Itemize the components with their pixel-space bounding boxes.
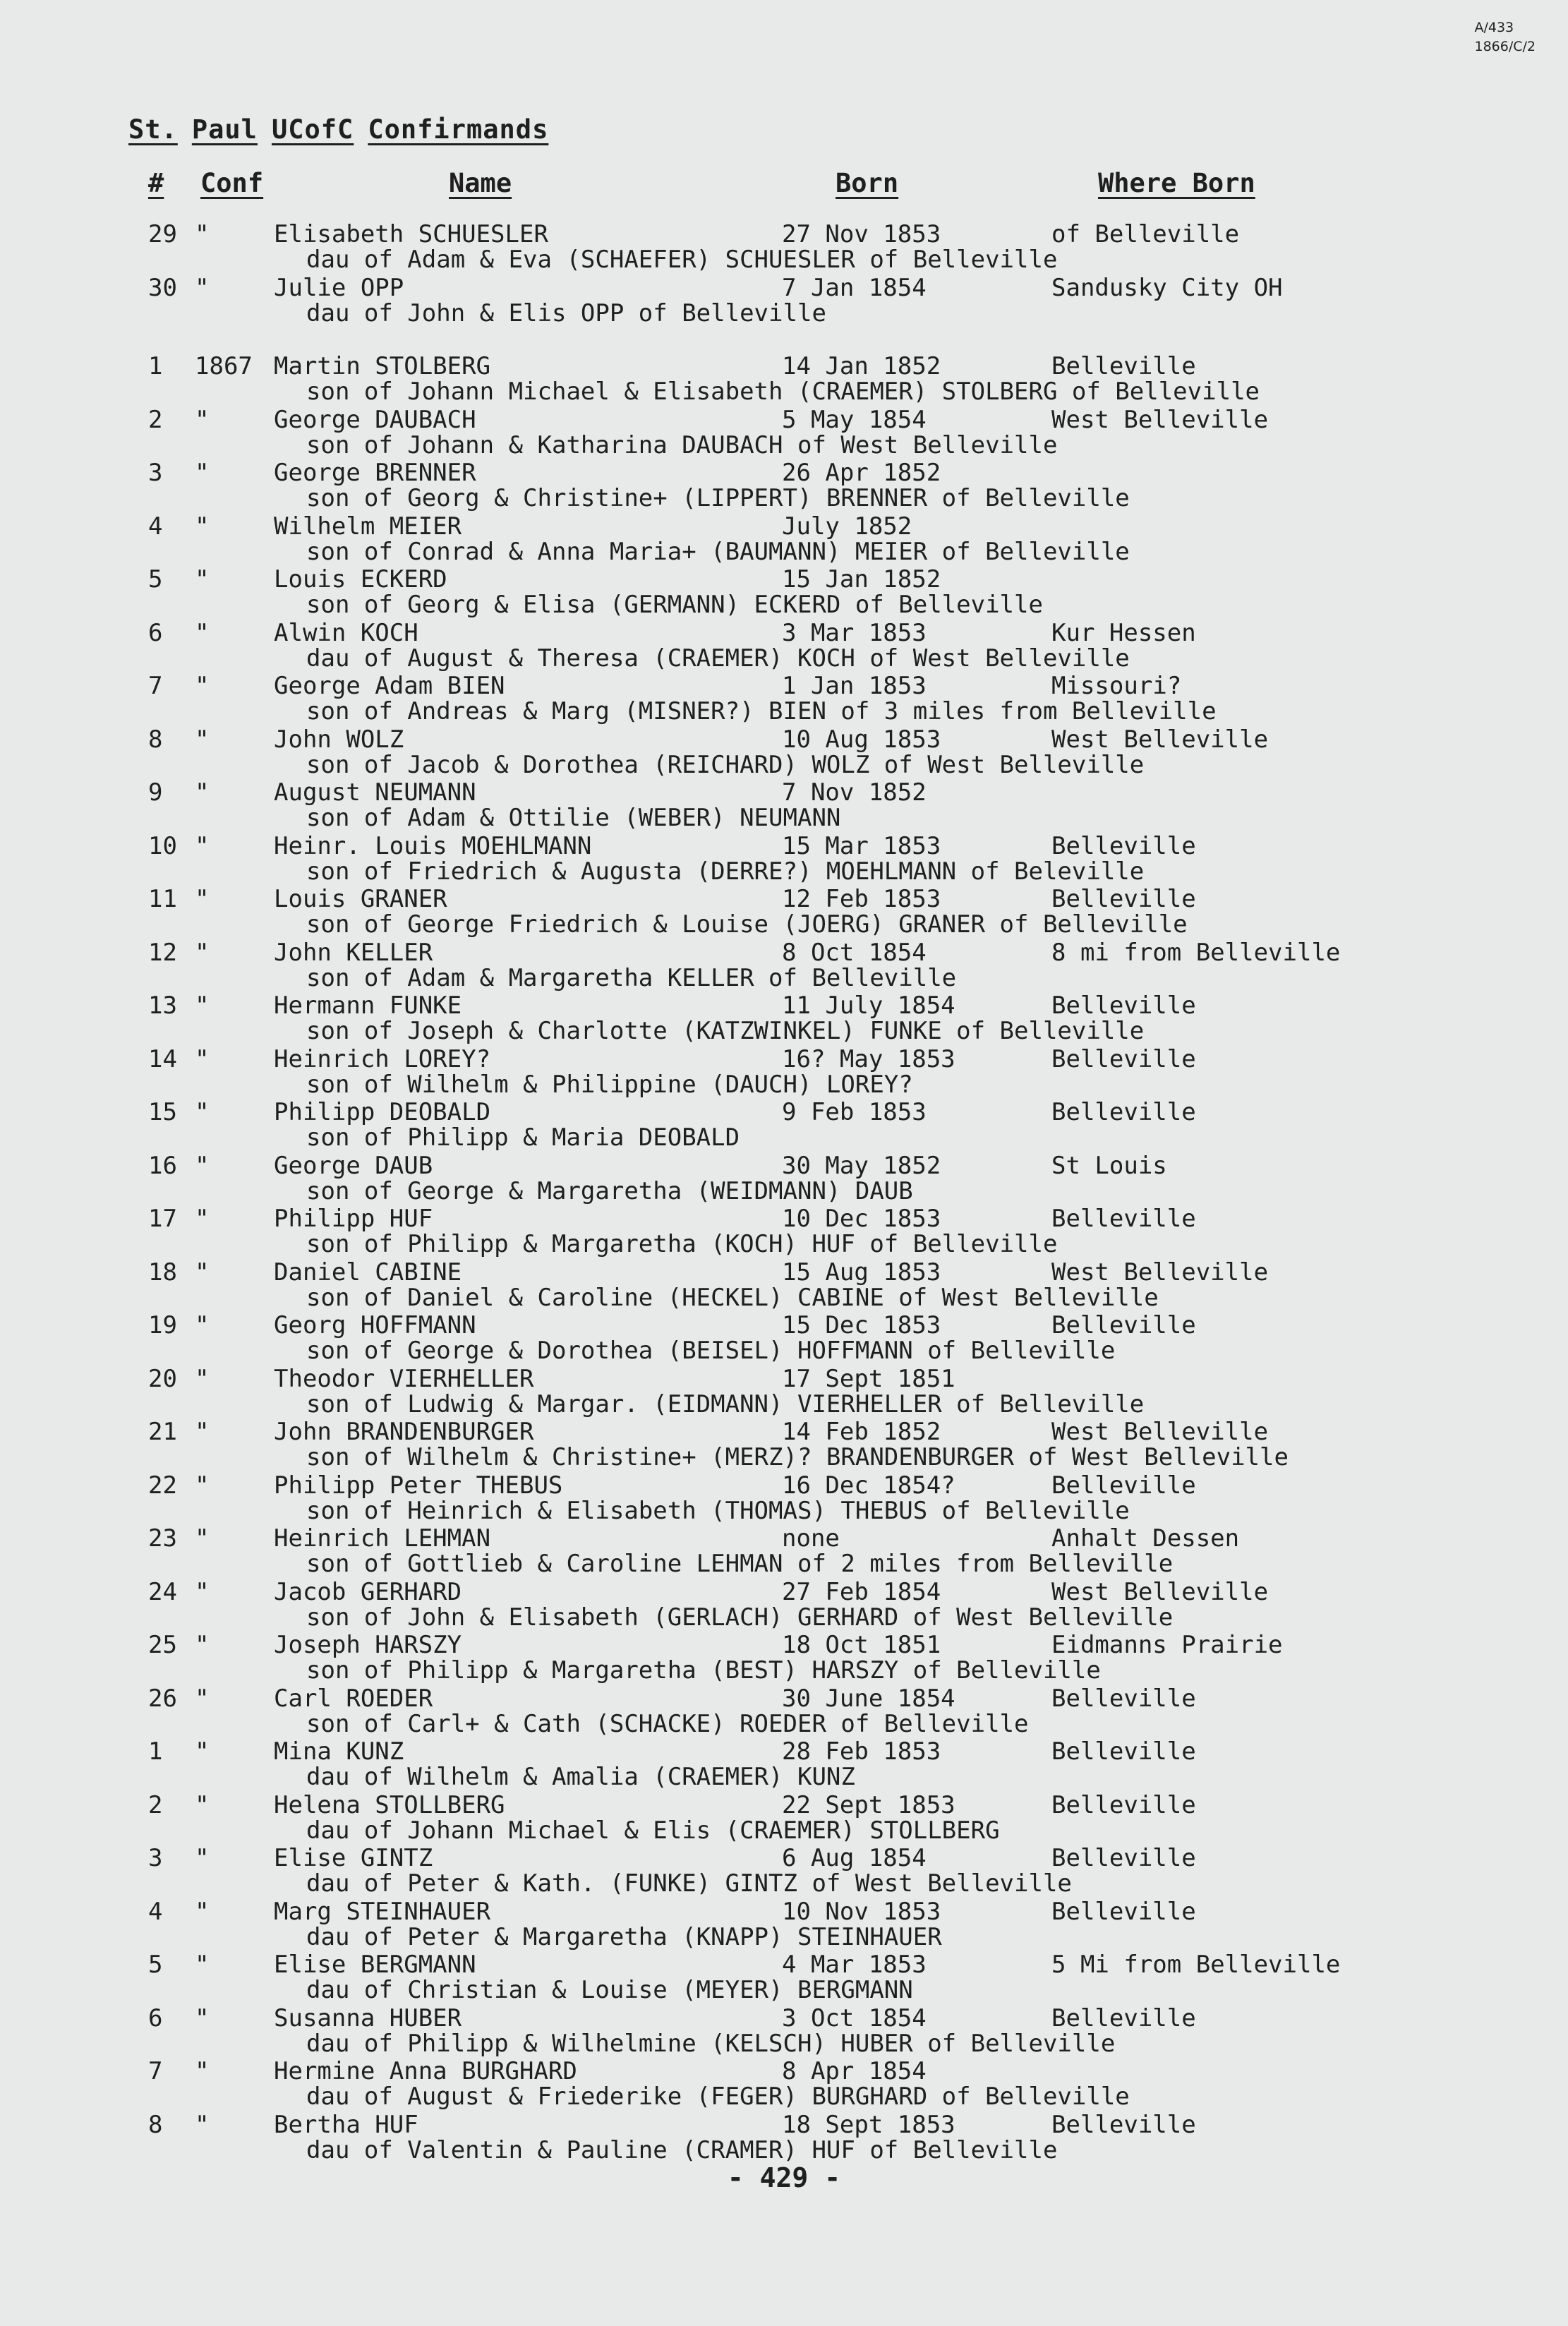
confirmand-entry bbox=[0, 1311, 1568, 1365]
entry-name: Alwin KOCH bbox=[274, 619, 418, 647]
entry-number: 5 bbox=[148, 565, 163, 593]
confirmand-entry bbox=[0, 565, 1568, 619]
entry-birth-date: 14 Jan 1852 bbox=[782, 352, 941, 380]
title-word-1: St. bbox=[128, 114, 178, 145]
entry-name: Elise GINTZ bbox=[274, 1844, 433, 1872]
entry-birth-date: 27 Feb 1854 bbox=[782, 1578, 941, 1606]
entry-name: John WOLZ bbox=[274, 725, 404, 754]
entry-parents: son of Philipp & Maria DEOBALD bbox=[306, 1123, 740, 1152]
entry-parents: son of Carl+ & Cath (SCHACKE) ROEDER of Belleville bbox=[306, 1710, 1029, 1738]
entry-parents: son of Philipp & Margaretha (KOCH) HUF of Belleville bbox=[306, 1230, 1058, 1258]
entry-parents: dau of Adam & Eva (SCHAEFER) SCHUESLER of Belleville bbox=[306, 246, 1058, 274]
entry-name: Hermine Anna BURGHARD bbox=[274, 2057, 577, 2085]
entry-birth-date: 15 Dec 1853 bbox=[782, 1311, 941, 1339]
entry-parents: dau of Peter & Kath. (FUNKE) GINTZ of West Belleville bbox=[306, 1869, 1072, 1898]
entry-birth-place: Belleville bbox=[1051, 1685, 1196, 1713]
entry-confirmation: " bbox=[195, 406, 210, 434]
title-word-3: UCofC bbox=[271, 114, 354, 145]
confirmand-entry bbox=[0, 725, 1568, 779]
confirmand-entry bbox=[0, 672, 1568, 725]
entry-parents: son of Johann Michael & Elisabeth (CRAEMER) STOLBERG of Belleville bbox=[306, 378, 1260, 406]
entry-number: 16 bbox=[148, 1152, 177, 1180]
confirmand-entry bbox=[0, 1205, 1568, 1258]
entry-confirmation: " bbox=[195, 778, 210, 807]
entry-name: Heinr. Louis MOEHLMANN bbox=[274, 832, 592, 860]
entry-birth-date: 30 June 1854 bbox=[782, 1685, 955, 1713]
entry-parents: son of Adam & Ottilie (WEBER) NEUMANN bbox=[306, 804, 841, 832]
entry-name: John KELLER bbox=[274, 939, 433, 967]
entry-parents: son of Wilhelm & Philippine (DAUCH) LOREY? bbox=[306, 1071, 913, 1099]
entry-parents: son of Friedrich & Augusta (DERRE?) MOEHLMANN of Beleville bbox=[306, 857, 1145, 886]
entry-birth-date: 3 Mar 1853 bbox=[782, 619, 927, 647]
entry-number: 7 bbox=[148, 2057, 163, 2085]
entry-confirmation: " bbox=[195, 2004, 210, 2032]
entry-birth-place: Belleville bbox=[1051, 885, 1196, 913]
entry-number: 26 bbox=[148, 1685, 177, 1713]
confirmand-entry bbox=[0, 1524, 1568, 1578]
entry-birth-date: 18 Oct 1851 bbox=[782, 1631, 941, 1659]
confirmand-entry bbox=[0, 512, 1568, 566]
entry-confirmation: " bbox=[195, 1471, 210, 1500]
entry-confirmation: " bbox=[195, 1844, 210, 1872]
entry-number: 4 bbox=[148, 512, 163, 541]
entry-name: August NEUMANN bbox=[274, 778, 476, 807]
confirmand-entry bbox=[0, 1045, 1568, 1099]
entry-name: Daniel CABINE bbox=[274, 1258, 462, 1286]
header-where-born: Where Born bbox=[1098, 168, 1255, 198]
confirmand-entry bbox=[0, 2111, 1568, 2164]
entry-birth-date: 8 Oct 1854 bbox=[782, 939, 927, 967]
entry-birth-date: 22 Sept 1853 bbox=[782, 1791, 955, 1819]
entry-number: 8 bbox=[148, 725, 163, 754]
entry-confirmation: " bbox=[195, 1418, 210, 1446]
entry-birth-place: Anhalt Dessen bbox=[1051, 1524, 1240, 1553]
entry-birth-date: 3 Oct 1854 bbox=[782, 2004, 927, 2032]
confirmand-entry bbox=[0, 1737, 1568, 1791]
entry-parents: dau of August & Theresa (CRAEMER) KOCH of West Belleville bbox=[306, 644, 1130, 673]
entry-parents: dau of Valentin & Pauline (CRAMER) HUF of Belleville bbox=[306, 2136, 1058, 2164]
entry-birth-date: 15 Mar 1853 bbox=[782, 832, 941, 860]
entry-number: 21 bbox=[148, 1418, 177, 1446]
entry-parents: son of Daniel & Caroline (HECKEL) CABINE of West Belleville bbox=[306, 1284, 1159, 1312]
entry-number: 3 bbox=[148, 1844, 163, 1872]
entry-birth-date: 1 Jan 1853 bbox=[782, 672, 927, 700]
entry-birth-place: Belleville bbox=[1051, 992, 1196, 1020]
entry-name: Heinrich LOREY? bbox=[274, 1045, 491, 1073]
confirmand-entry bbox=[0, 459, 1568, 512]
entry-birth-date: 10 Nov 1853 bbox=[782, 1898, 941, 1926]
confirmand-entry bbox=[0, 885, 1568, 939]
entry-birth-place: Belleville bbox=[1051, 352, 1196, 380]
header-name: Name bbox=[449, 168, 512, 198]
confirmand-entry bbox=[0, 1844, 1568, 1898]
entry-name: Julie OPP bbox=[274, 274, 404, 302]
entry-confirmation: " bbox=[195, 1951, 210, 1979]
confirmand-entry bbox=[0, 1258, 1568, 1312]
title-word-4: Confirmands bbox=[368, 114, 549, 145]
entry-birth-date: 28 Feb 1853 bbox=[782, 1737, 941, 1766]
entry-name: George DAUB bbox=[274, 1152, 433, 1180]
entry-name: Helena STOLLBERG bbox=[274, 1791, 505, 1819]
entry-name: Theodor VIERHELLER bbox=[274, 1365, 534, 1393]
entry-name: George BRENNER bbox=[274, 459, 476, 487]
entry-confirmation: " bbox=[195, 1152, 210, 1180]
entry-name: George Adam BIEN bbox=[274, 672, 505, 700]
entry-name: Georg HOFFMANN bbox=[274, 1311, 476, 1339]
entry-parents: dau of Wilhelm & Amalia (CRAEMER) KUNZ bbox=[306, 1763, 855, 1791]
entry-birth-place: of Belleville bbox=[1051, 220, 1240, 248]
entry-number: 2 bbox=[148, 1791, 163, 1819]
entry-birth-place: Belleville bbox=[1051, 1205, 1196, 1233]
entry-birth-date: 17 Sept 1851 bbox=[782, 1365, 955, 1393]
entry-confirmation: " bbox=[195, 459, 210, 487]
entry-name: John BRANDENBURGER bbox=[274, 1418, 534, 1446]
entry-confirmation: " bbox=[195, 725, 210, 754]
header-number: # bbox=[148, 168, 164, 198]
confirmand-entry bbox=[0, 778, 1568, 832]
entry-confirmation: " bbox=[195, 885, 210, 913]
entry-confirmation: " bbox=[195, 1685, 210, 1713]
entry-name: Elise BERGMANN bbox=[274, 1951, 476, 1979]
entry-name: Elisabeth SCHUESLER bbox=[274, 220, 548, 248]
archive-ref-line1: A/433 bbox=[1474, 20, 1514, 35]
entry-birth-place: Eidmanns Prairie bbox=[1051, 1631, 1283, 1659]
entry-number: 18 bbox=[148, 1258, 177, 1286]
entry-number: 23 bbox=[148, 1524, 177, 1553]
entry-confirmation: " bbox=[195, 2057, 210, 2085]
entry-parents: son of Jacob & Dorothea (REICHARD) WOLZ of West Belleville bbox=[306, 751, 1145, 779]
entry-birth-place: 5 Mi from Belleville bbox=[1051, 1951, 1341, 1979]
entry-number: 11 bbox=[148, 885, 177, 913]
entry-confirmation: " bbox=[195, 1311, 210, 1339]
entry-confirmation: " bbox=[195, 672, 210, 700]
entry-name: Carl ROEDER bbox=[274, 1685, 433, 1713]
confirmand-entry bbox=[0, 1418, 1568, 1471]
entry-birth-place: St Louis bbox=[1051, 1152, 1167, 1180]
page-number: - 429 - bbox=[727, 2162, 841, 2193]
entry-parents: son of Johann & Katharina DAUBACH of West Belleville bbox=[306, 431, 1058, 459]
entry-birth-place: West Belleville bbox=[1051, 406, 1269, 434]
entry-birth-date: none bbox=[782, 1524, 840, 1553]
entry-confirmation: " bbox=[195, 832, 210, 860]
entry-confirmation: " bbox=[195, 1258, 210, 1286]
confirmand-entry bbox=[0, 1098, 1568, 1152]
entry-birth-date: 5 May 1854 bbox=[782, 406, 927, 434]
entry-confirmation: " bbox=[195, 1791, 210, 1819]
entry-birth-date: 18 Sept 1853 bbox=[782, 2111, 955, 2139]
entry-birth-date: 4 Mar 1853 bbox=[782, 1951, 927, 1979]
entry-birth-place: West Belleville bbox=[1051, 1578, 1269, 1606]
entry-number: 19 bbox=[148, 1311, 177, 1339]
entry-number: 20 bbox=[148, 1365, 177, 1393]
confirmand-entry bbox=[0, 406, 1568, 459]
entry-confirmation: " bbox=[195, 619, 210, 647]
entry-birth-place: Belleville bbox=[1051, 2004, 1196, 2032]
entry-name: Philipp Peter THEBUS bbox=[274, 1471, 563, 1500]
entry-name: Heinrich LEHMAN bbox=[274, 1524, 491, 1553]
entry-number: 8 bbox=[148, 2111, 163, 2139]
entry-confirmation: " bbox=[195, 1365, 210, 1393]
entry-parents: son of Andreas & Marg (MISNER?) BIEN of 3 miles from Belleville bbox=[306, 697, 1217, 725]
entry-parents: son of John & Elisabeth (GERLACH) GERHARD of West Belleville bbox=[306, 1603, 1174, 1632]
confirmand-entry bbox=[0, 992, 1568, 1045]
entry-number: 7 bbox=[148, 672, 163, 700]
confirmand-entry bbox=[0, 1791, 1568, 1845]
entry-parents: son of Heinrich & Elisabeth (THOMAS) THEBUS of Belleville bbox=[306, 1497, 1130, 1525]
entry-name: Louis ECKERD bbox=[274, 565, 447, 593]
entry-birth-date: 26 Apr 1852 bbox=[782, 459, 941, 487]
entry-birth-date: 16? May 1853 bbox=[782, 1045, 955, 1073]
entry-confirmation: " bbox=[195, 992, 210, 1020]
entry-birth-place: West Belleville bbox=[1051, 725, 1269, 754]
entry-confirmation: " bbox=[195, 939, 210, 967]
confirmand-entry bbox=[0, 1471, 1568, 1525]
entry-birth-date: 15 Aug 1853 bbox=[782, 1258, 941, 1286]
archive-ref-line2: 1866/C/2 bbox=[1474, 39, 1536, 54]
entry-confirmation: " bbox=[195, 512, 210, 541]
entry-birth-place: Missouri? bbox=[1051, 672, 1182, 700]
entry-number: 4 bbox=[148, 1898, 163, 1926]
entry-name: George DAUBACH bbox=[274, 406, 476, 434]
entry-number: 2 bbox=[148, 406, 163, 434]
entry-confirmation: " bbox=[195, 1098, 210, 1126]
entry-number: 24 bbox=[148, 1578, 177, 1606]
entry-number: 3 bbox=[148, 459, 163, 487]
entry-birth-place: Belleville bbox=[1051, 2111, 1196, 2139]
entry-parents: dau of August & Friederike (FEGER) BURGHARD of Belleville bbox=[306, 2083, 1130, 2111]
entry-number: 14 bbox=[148, 1045, 177, 1073]
entry-confirmation: " bbox=[195, 220, 210, 248]
entry-parents: dau of Johann Michael & Elis (CRAEMER) STOLLBERG bbox=[306, 1816, 1000, 1845]
header-born: Born bbox=[836, 168, 899, 198]
header-conf: Conf bbox=[200, 168, 264, 198]
entry-birth-date: 7 Nov 1852 bbox=[782, 778, 927, 807]
entry-parents: son of Adam & Margaretha KELLER of Belleville bbox=[306, 964, 957, 992]
entry-number: 1 bbox=[148, 352, 163, 380]
entry-birth-place: Belleville bbox=[1051, 1737, 1196, 1766]
entry-birth-place: Belleville bbox=[1051, 1045, 1196, 1073]
entry-number: 30 bbox=[148, 274, 177, 302]
entry-birth-place: Belleville bbox=[1051, 1791, 1196, 1819]
entry-confirmation: " bbox=[195, 1578, 210, 1606]
entry-parents: dau of John & Elis OPP of Belleville bbox=[306, 299, 826, 327]
confirmand-entry bbox=[0, 1578, 1568, 1632]
entry-birth-place: Sandusky City OH bbox=[1051, 274, 1283, 302]
confirmand-entry bbox=[0, 2057, 1568, 2111]
entry-birth-place: Belleville bbox=[1051, 1471, 1196, 1500]
entry-birth-date: 10 Dec 1853 bbox=[782, 1205, 941, 1233]
entry-birth-place: Kur Hessen bbox=[1051, 619, 1196, 647]
entry-birth-date: 7 Jan 1854 bbox=[782, 274, 927, 302]
entry-name: Philipp HUF bbox=[274, 1205, 433, 1233]
entry-name: Joseph HARSZY bbox=[274, 1631, 462, 1659]
entry-name: Bertha HUF bbox=[274, 2111, 418, 2139]
entry-birth-place: Belleville bbox=[1051, 1311, 1196, 1339]
confirmand-entry bbox=[0, 2004, 1568, 2058]
entry-parents: son of Georg & Elisa (GERMANN) ECKERD of Belleville bbox=[306, 591, 1043, 619]
entry-parents: dau of Peter & Margaretha (KNAPP) STEINHAUER bbox=[306, 1923, 942, 1951]
entry-parents: son of Conrad & Anna Maria+ (BAUMANN) MEIER of Belleville bbox=[306, 538, 1130, 566]
confirmand-entry bbox=[0, 1898, 1568, 1951]
entry-name: Wilhelm MEIER bbox=[274, 512, 462, 541]
entry-parents: son of George Friedrich & Louise (JOERG) GRANER of Belleville bbox=[306, 910, 1188, 939]
entry-parents: son of George & Dorothea (BEISEL) HOFFMANN of Belleville bbox=[306, 1337, 1116, 1365]
entry-birth-place: 8 mi from Belleville bbox=[1051, 939, 1341, 967]
entry-parents: son of Ludwig & Margar. (EIDMANN) VIERHELLER of Belleville bbox=[306, 1390, 1145, 1418]
entry-parents: son of Gottlieb & Caroline LEHMAN of 2 miles from Belleville bbox=[306, 1550, 1174, 1578]
entry-number: 25 bbox=[148, 1631, 177, 1659]
confirmand-entry bbox=[0, 619, 1568, 673]
entry-number: 22 bbox=[148, 1471, 177, 1500]
confirmand-entry bbox=[0, 1685, 1568, 1738]
entry-birth-date: 11 July 1854 bbox=[782, 992, 955, 1020]
confirmand-entry bbox=[0, 1152, 1568, 1205]
entry-birth-place: West Belleville bbox=[1051, 1258, 1269, 1286]
entry-parents: son of Joseph & Charlotte (KATZWINKEL) FUNKE of Belleville bbox=[306, 1017, 1145, 1045]
entry-name: Louis GRANER bbox=[274, 885, 447, 913]
entry-number: 29 bbox=[148, 220, 177, 248]
entry-name: Susanna HUBER bbox=[274, 2004, 462, 2032]
entry-parents: son of George & Margaretha (WEIDMANN) DAUB bbox=[306, 1177, 913, 1205]
entry-birth-date: 27 Nov 1853 bbox=[782, 220, 941, 248]
entry-parents: dau of Philipp & Wilhelmine (KELSCH) HUBER of Belleville bbox=[306, 2030, 1116, 2058]
entry-birth-place: West Belleville bbox=[1051, 1418, 1269, 1446]
entry-name: Philipp DEOBALD bbox=[274, 1098, 491, 1126]
entry-number: 15 bbox=[148, 1098, 177, 1126]
entry-number: 10 bbox=[148, 832, 177, 860]
entry-number: 1 bbox=[148, 1737, 163, 1766]
title-word-2: Paul bbox=[191, 114, 258, 145]
entry-name: Martin STOLBERG bbox=[274, 352, 491, 380]
entry-birth-place: Belleville bbox=[1051, 1898, 1196, 1926]
entry-confirmation: " bbox=[195, 2111, 210, 2139]
entry-birth-date: 15 Jan 1852 bbox=[782, 565, 941, 593]
entry-name: Jacob GERHARD bbox=[274, 1578, 462, 1606]
entry-number: 6 bbox=[148, 2004, 163, 2032]
entry-birth-date: 16 Dec 1854? bbox=[782, 1471, 955, 1500]
entry-number: 12 bbox=[148, 939, 177, 967]
confirmand-entry bbox=[0, 220, 1568, 274]
entry-number: 13 bbox=[148, 992, 177, 1020]
confirmand-entry bbox=[0, 832, 1568, 886]
entry-parents: son of Georg & Christine+ (LIPPERT) BRENNER of Belleville bbox=[306, 484, 1130, 512]
entry-confirmation: " bbox=[195, 274, 210, 302]
entry-name: Mina KUNZ bbox=[274, 1737, 404, 1766]
confirmand-entry bbox=[0, 939, 1568, 992]
entry-birth-date: July 1852 bbox=[782, 512, 912, 541]
entry-confirmation: 1867 bbox=[195, 352, 253, 380]
entry-number: 6 bbox=[148, 619, 163, 647]
entry-number: 9 bbox=[148, 778, 163, 807]
entry-number: 5 bbox=[148, 1951, 163, 1979]
entry-number: 17 bbox=[148, 1205, 177, 1233]
confirmand-entry bbox=[0, 1951, 1568, 2004]
entry-birth-date: 6 Aug 1854 bbox=[782, 1844, 927, 1872]
entry-birth-place: Belleville bbox=[1051, 1844, 1196, 1872]
entry-name: Hermann FUNKE bbox=[274, 992, 462, 1020]
entry-parents: dau of Christian & Louise (MEYER) BERGMANN bbox=[306, 1976, 913, 2004]
entry-birth-date: 12 Feb 1853 bbox=[782, 885, 941, 913]
entry-confirmation: " bbox=[195, 1045, 210, 1073]
entry-birth-date: 8 Apr 1854 bbox=[782, 2057, 927, 2085]
entry-confirmation: " bbox=[195, 1631, 210, 1659]
confirmand-entry bbox=[0, 352, 1568, 406]
entry-birth-date: 9 Feb 1853 bbox=[782, 1098, 927, 1126]
entry-birth-date: 14 Feb 1852 bbox=[782, 1418, 941, 1446]
entry-birth-place: Belleville bbox=[1051, 832, 1196, 860]
entry-birth-place: Belleville bbox=[1051, 1098, 1196, 1126]
confirmand-entry bbox=[0, 1365, 1568, 1418]
entry-confirmation: " bbox=[195, 1524, 210, 1553]
entry-parents: son of Philipp & Margaretha (BEST) HARSZY of Belleville bbox=[306, 1656, 1101, 1685]
entry-confirmation: " bbox=[195, 1737, 210, 1766]
entry-confirmation: " bbox=[195, 1898, 210, 1926]
entry-birth-date: 10 Aug 1853 bbox=[782, 725, 941, 754]
entry-name: Marg STEINHAUER bbox=[274, 1898, 491, 1926]
entry-confirmation: " bbox=[195, 1205, 210, 1233]
confirmand-entry bbox=[0, 274, 1568, 327]
confirmand-entry bbox=[0, 1631, 1568, 1685]
entry-parents: son of Wilhelm & Christine+ (MERZ)? BRANDENBURGER of West Belleville bbox=[306, 1443, 1289, 1471]
entry-birth-date: 30 May 1852 bbox=[782, 1152, 941, 1180]
entry-confirmation: " bbox=[195, 565, 210, 593]
